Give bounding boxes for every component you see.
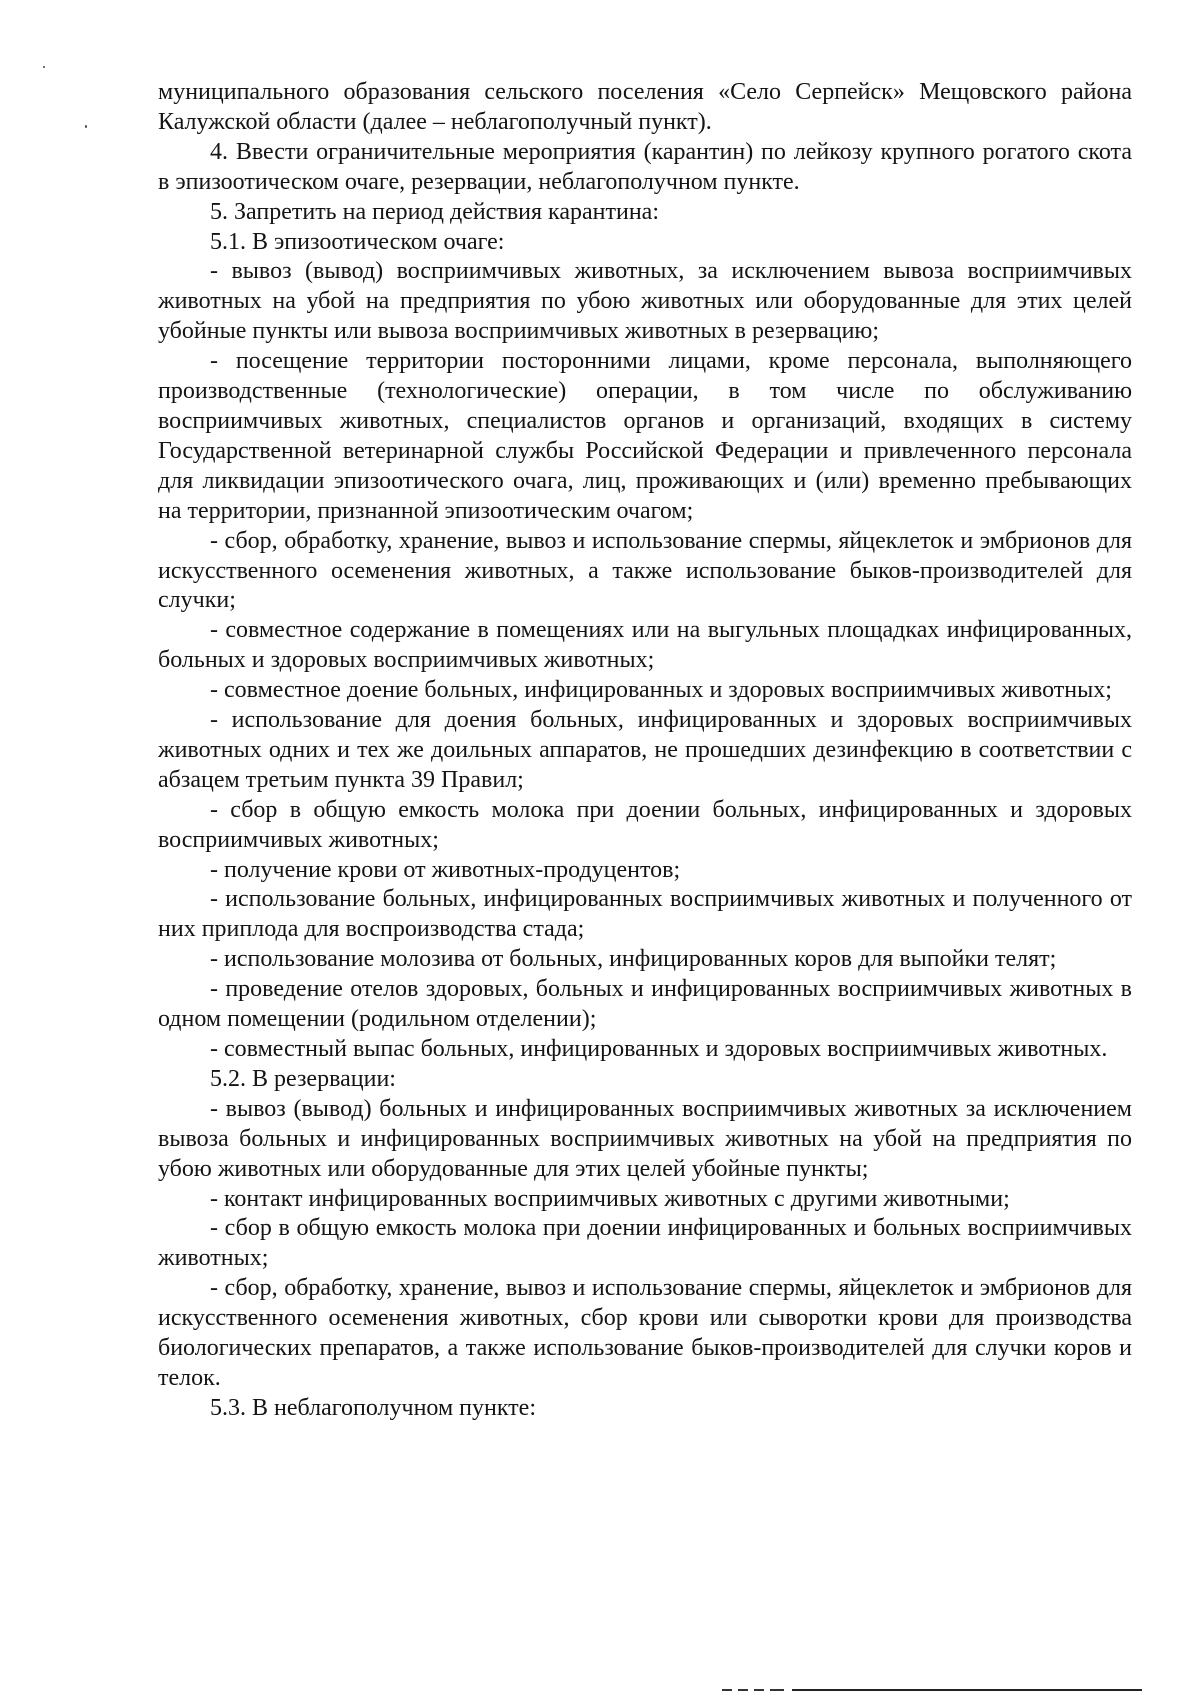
list-item: - проведение отелов здоровых, больных и инфицированных восприимчивых животных в одном помещении (родильном отделении); — [158, 976, 1132, 1033]
scan-speck — [43, 66, 45, 68]
list-item: - получение крови от животных-продуцентов; — [210, 856, 681, 883]
section-heading: 5. Запретить на период действия карантина: — [210, 198, 659, 225]
footer-rule — [792, 1689, 1142, 1691]
document-body — [158, 78, 1132, 1424]
footer-dash — [722, 1689, 732, 1691]
list-item: - посещение территории посторонними лицами, кроме персонала, выполняющего производственные (технологические) операции, в том числе по обслуживанию восприимчивых животных, специалистов органов и организаций, входящих в систему Государственной ветеринарной службы Российской Федерации и привлеченного персонала для ликвидации эпизоотического очага, лиц, проживающих и (или) временно пребывающих на территории, признанной эпизоотическим очагом; — [158, 348, 1132, 524]
list-item: - совместное доение больных, инфицированных и здоровых восприимчивых животных; — [210, 677, 1112, 704]
list-item: - вывоз (вывод) восприимчивых животных, за исключением вывоза восприимчивых животных на убой на предприятия по убою животных или оборудованные для этих целей убойные пункты или вывоза восприимчивых животных в резервацию; — [158, 258, 1132, 345]
list-item: - использование для доения больных, инфицированных и здоровых восприимчивых животных одних и тех же доильных аппаратов, не прошедших дезинфекцию в соответствии с абзацем третьим пункта 39 Правил; — [158, 707, 1132, 793]
list-item: - использование молозива от больных, инфицированных коров для выпойки телят; — [210, 946, 1057, 973]
list-item: - сбор, обработку, хранение, вывоз и использование спермы, яйцеклеток и эмбрионов для искусственного осеменения животных, сбор крови или сыворотки крови для производства биологических препаратов, а также использование быков-производителей для случки коров и телок. — [158, 1275, 1132, 1391]
footer-dash — [738, 1689, 748, 1691]
footer-dash — [770, 1689, 784, 1691]
list-item: - совместное содержание в помещениях или на выгульных площадках инфицированных, больных и здоровых восприимчивых животных; — [158, 617, 1132, 674]
list-item: - совместный выпас больных, инфицированных и здоровых восприимчивых животных. — [210, 1036, 1108, 1062]
paragraph: 4. Ввести ограничительные мероприятия (карантин) по лейкозу крупного рогатого скота в эпизоотическом очаге, резервации, неблагополучном пункте. — [158, 138, 1132, 195]
list-item: - контакт инфицированных восприимчивых животных с другими животными; — [210, 1185, 1010, 1212]
list-item: - сбор в общую емкость молока при доении больных, инфицированных и здоровых восприимчивых животных; — [158, 796, 1132, 853]
list-item: - вывоз (вывод) больных и инфицированных восприимчивых животных за исключением вывоза больных и инфицированных восприимчивых животных на убой на предприятия по убою животных или оборудованные для этих целей убойные пункты; — [158, 1095, 1132, 1182]
subsection-heading: 5.2. В резервации: — [210, 1065, 396, 1092]
list-item: - сбор в общую емкость молока при доении инфицированных и больных восприимчивых животных; — [158, 1215, 1132, 1272]
list-item: - сбор, обработку, хранение, вывоз и использование спермы, яйцеклеток и эмбрионов для искусственного осеменения животных, а также использование быков-производителей для случки; — [158, 527, 1132, 614]
subsection-heading: 5.3. В неблагополучном пункте: — [210, 1394, 536, 1421]
list-item: - использование больных, инфицированных восприимчивых животных и полученного от них приплода для воспроизводства стада; — [158, 886, 1132, 943]
subsection-heading: 5.1. В эпизоотическом очаге: — [210, 228, 505, 255]
paragraph: муниципального образования сельского поселения «Село Серпейск» Мещовского района Калужской области (далее – неблагополучный пункт). — [158, 79, 1132, 135]
footer-dash — [754, 1689, 764, 1691]
scan-speck — [85, 125, 87, 128]
